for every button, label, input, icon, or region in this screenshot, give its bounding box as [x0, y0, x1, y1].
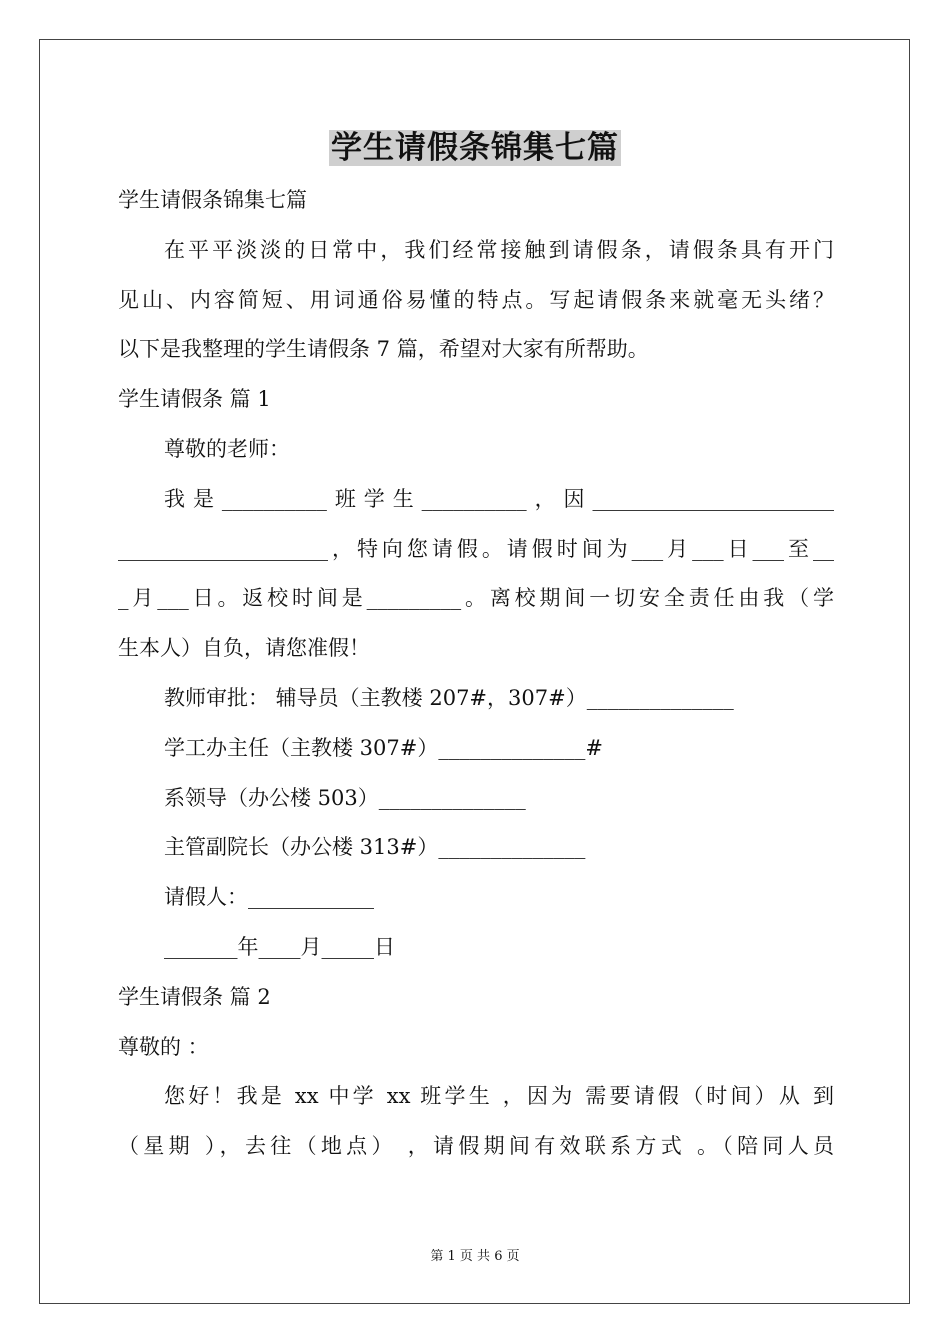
text-line: _______年____月_____日	[164, 934, 395, 959]
text-line: 生本人）自负，请您准假！	[118, 636, 370, 661]
page-footer: 第 1 页 共 6 页	[430, 1249, 520, 1264]
text-line: 学工办主任（主教楼 307#）______________#	[164, 735, 603, 760]
text-line: 在平平淡淡的日常中，我们经常接触到请假条，请假条具有开门	[164, 237, 834, 262]
text-line: 您好！我是 xx 中学 xx 班学生 ，因为 需要请假（时间）从 到	[164, 1084, 834, 1109]
text-line: 教师审批： 辅导员（主教楼 207#，307#）______________	[164, 685, 734, 710]
document-title-text: 学生请假条锦集七篇	[331, 130, 619, 166]
document-title	[0, 126, 950, 170]
text-line: 主管副院长（办公楼 313#）______________	[164, 835, 586, 860]
text-line: ____________________，特向您请假。请假时间为___月___日___至__	[118, 536, 834, 561]
text-line: 尊敬的老师：	[164, 436, 290, 461]
text-line: 学生请假条 篇 1	[118, 387, 271, 412]
text-line: _月___日。返校时间是_________。离校期间一切安全责任由我（学	[118, 586, 834, 611]
text-line: 学生请假条 篇 2	[118, 984, 271, 1009]
text-line: 我是__________班学生__________，因_______________________	[164, 486, 834, 511]
text-line: 尊敬的 ：	[118, 1034, 209, 1059]
text-line: 以下是我整理的学生请假条 7 篇，希望对大家有所帮助。	[118, 337, 649, 362]
text-line: 请假人：____________	[164, 885, 374, 910]
text-line: 见山、内容简短、用词通俗易懂的特点。写起请假条来就毫无头绪？	[118, 287, 834, 312]
text-line: （星期 ），去往（地点） ，请假期间有效联系方式 。（陪同人员	[118, 1134, 834, 1159]
text-line: 系领导（办公楼 503）______________	[164, 785, 526, 810]
text-line: 学生请假条锦集七篇	[118, 188, 307, 212]
document-body	[118, 176, 834, 1172]
